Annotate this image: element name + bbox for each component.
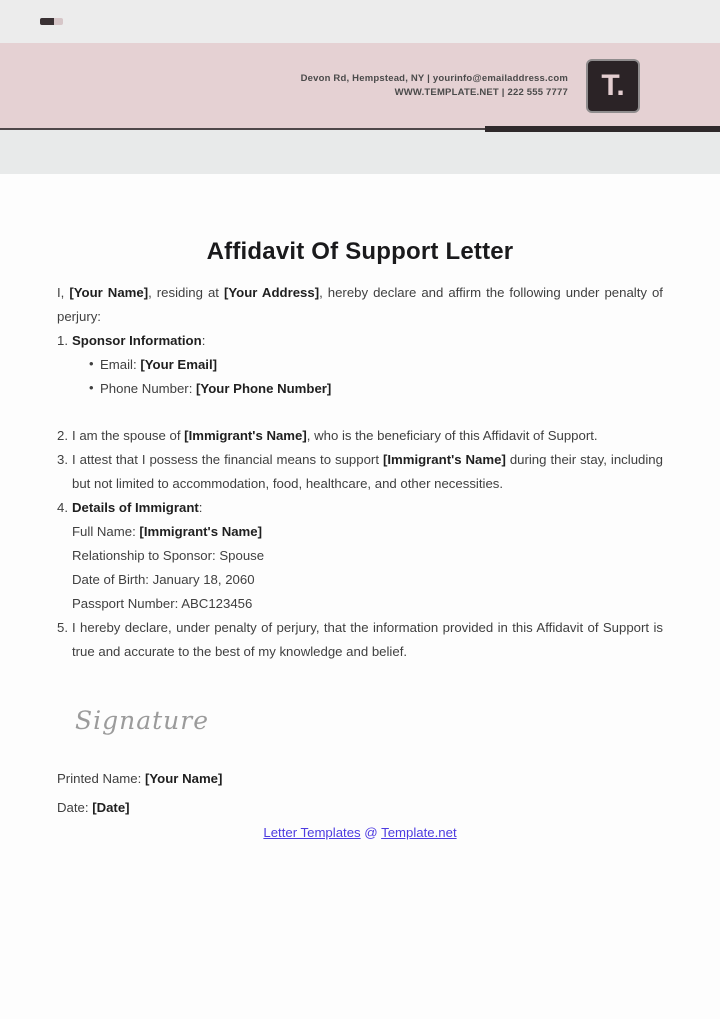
body-subline	[57, 568, 663, 592]
body-numbered	[57, 329, 663, 353]
body-paragraph	[57, 281, 663, 329]
text-segment: [Your Name]	[69, 285, 149, 300]
text-segment: Date of Birth: January 18, 2060	[72, 572, 255, 587]
text-segment: [Immigrant's Name]	[382, 452, 506, 467]
text-segment: Printed Name:	[57, 771, 145, 786]
document-content	[0, 238, 720, 840]
contact-info	[301, 72, 568, 100]
body-bullet	[57, 353, 663, 377]
list-number: 5.	[57, 620, 68, 635]
text-segment: , who is the beneficiary of this Affidavit of Support.	[306, 428, 598, 443]
bullet-icon: •	[89, 380, 94, 395]
text-segment: [Your Email]	[140, 357, 218, 372]
header-divider-thick	[485, 126, 720, 132]
template-logo	[586, 59, 640, 113]
body-numbered	[57, 616, 663, 664]
letter-body	[57, 281, 663, 664]
text-segment: [Immigrant's Name]	[139, 524, 263, 539]
printed-name-line	[57, 771, 663, 786]
bullet-icon: •	[89, 356, 94, 371]
text-segment: Details of Immigrant	[72, 500, 199, 515]
text-segment: Full Name:	[72, 524, 140, 539]
pill-light-segment	[54, 18, 63, 25]
decorative-pill-icon	[40, 18, 63, 25]
body-subline	[57, 592, 663, 616]
text-segment: Email:	[100, 357, 141, 372]
contact-line-1: Devon Rd, Hempstead, NY | yourinfo@emailaddress.com	[300, 72, 568, 84]
contact-line-2: WWW.TEMPLATE.NET | 222 555 7777	[394, 86, 568, 98]
text-segment: :	[201, 333, 206, 348]
text-segment: [Immigrant's Name]	[184, 428, 307, 443]
template-net-link[interactable]: Template.net	[381, 825, 457, 840]
signature-script: Signature	[75, 706, 210, 735]
secondary-gray-strip	[0, 130, 720, 174]
top-gray-strip	[0, 0, 720, 43]
text-segment: I hereby declare, under penalty of perjury, that the information provided in this Affidavit of Support is true and accurate to the best of my knowledge and belief.	[72, 620, 663, 659]
at-separator: @	[360, 825, 382, 840]
text-segment: I am the spouse of	[72, 428, 185, 443]
spacer	[57, 401, 663, 424]
text-segment: [Your Phone Number]	[196, 381, 332, 396]
header-band	[0, 43, 720, 128]
text-segment: Phone Number:	[100, 381, 197, 396]
header-divider	[0, 128, 720, 130]
date-line	[57, 800, 663, 815]
text-segment: Sponsor Information	[72, 333, 202, 348]
text-segment: , hereby declare and affirm the following under penalty of perjury:	[57, 285, 663, 324]
logo-letter: T.	[601, 68, 625, 102]
text-segment: [Your Name]	[144, 771, 223, 786]
body-bullet	[57, 377, 663, 401]
list-number: 3.	[57, 452, 68, 467]
text-segment: Date:	[57, 800, 93, 815]
list-number: 1.	[57, 333, 68, 348]
list-number: 2.	[57, 428, 68, 443]
footer-attribution	[57, 825, 663, 840]
pill-dark-segment	[40, 18, 54, 25]
text-segment: Passport Number: ABC123456	[72, 596, 253, 611]
text-segment: Relationship to Sponsor: Spouse	[72, 548, 265, 563]
text-segment: :	[198, 500, 203, 515]
text-segment: I attest that I possess the financial means to support	[72, 452, 383, 467]
letter-templates-link[interactable]: Letter Templates	[263, 825, 361, 840]
body-subline	[57, 520, 663, 544]
body-subline	[57, 544, 663, 568]
list-number: 4.	[57, 500, 68, 515]
body-numbered	[57, 448, 663, 496]
text-segment: , residing at	[148, 285, 224, 300]
body-numbered	[57, 496, 663, 520]
text-segment: [Your Address]	[223, 285, 320, 300]
text-segment: during their stay, including but not limited to accommodation, food, healthcare, and other necessities.	[72, 452, 663, 491]
page-title: Affidavit Of Support Letter	[206, 238, 514, 265]
text-segment: [Date]	[92, 800, 130, 815]
text-segment: I,	[57, 285, 70, 300]
body-numbered	[57, 424, 663, 448]
